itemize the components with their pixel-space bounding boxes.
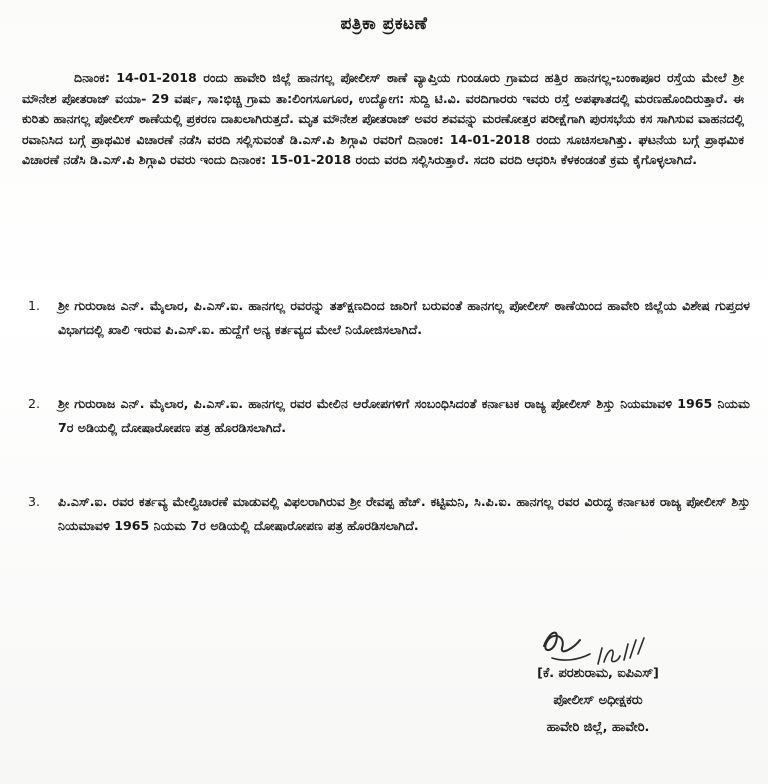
officer-designation: ಪೋಲೀಸ್ ಅಧೀಕ್ಷಕರು	[553, 693, 643, 708]
list-item	[28, 490, 750, 538]
list-item-text: ಶ್ರೀ ಗುರುರಾಜ ಎನ್. ಮೈಲಾರ, ಪಿ.ಎಸ್.ಐ. ಹಾನಗಲ್ಲ ರವರನ್ನು ತತ್‌ಕ್ಷಣದಿಂದ ಜಾರಿಗೆ ಬರುವಂತೆ ಹಾನಗಲ್ಲ ಪೋಲೀಸ್ ಠಾಣೆಯಿಂದ ಹಾವೇರಿ ಜಿಲ್ಲೆಯ ವಿಶೇಷ ಗುಪ್ತದಳ ವಿಭಾಗದಲ್ಲಿ ಖಾಲಿ ಇರುವ ಪಿ.ಎಸ್.ಐ. ಹುದ್ದೆಗೆ ಅನ್ಯ ಕರ್ತವ್ಯದ ಮೇಲೆ ನಿಯೋಜಿಸಲಾಗಿದೆ.	[58, 298, 750, 337]
page-title: ಪತ್ರಿಕಾ ಪ್ರಕಟಣೆ	[340, 14, 428, 34]
signature-block	[478, 660, 718, 741]
list-item	[28, 392, 750, 440]
officer-office: ಹಾವೇರಿ ಜಿಲ್ಲೆ, ಹಾವೇರಿ.	[546, 720, 650, 735]
list-item-text: ಶ್ರೀ ಗುರುರಾಜ ಎನ್. ಮೈಲಾರ, ಪಿ.ಎಸ್.ಐ. ಹಾನಗಲ್ಲ ರವರ ಮೇಲಿನ ಆರೋಪಗಳಿಗೆ ಸಂಬಂಧಿಸಿದಂತೆ ಕರ್ನಾಟಕ ರಾಜ್ಯ ಪೋಲೀಸ್ ಶಿಸ್ತು ನಿಯಮಾವಳಿ 1965 ನಿಯಮ 7ರ ಅಡಿಯಲ್ಲಿ ದೋಷಾರೋಪಣ ಪತ್ರ ಹೊರಡಿಸಲಾಗಿದೆ.	[58, 396, 750, 435]
list-item	[28, 294, 750, 342]
body-paragraph: ದಿನಾಂಕ: 14-01-2018 ರಂದು ಹಾವೇರಿ ಜಿಲ್ಲೆ ಹಾನಗಲ್ಲ ಪೋಲೀಸ್ ಠಾಣೆ ವ್ಯಾಪ್ತಿಯ ಗುಂಡೂರು ಗ್ರಾಮದ ಹತ್ತಿರ ಹಾನಗಲ್ಲ-ಬಂಕಾಪೂರ ರಸ್ತೆಯ ಮೇಲೆ ಶ್ರೀ ಮೌನೇಶ ಪೋತರಾಜ್ ವಯಾ- 29 ವರ್ಷ, ಸಾ:ಭಿಚ್ಚಿ ಗ್ರಾಮ ತಾ:ಲಿಂಗಸೂಗೂರ, ಉದ್ಯೋಗ: ಸುದ್ದಿ ಟಿ.ವಿ. ವರದಿಗಾರರು ಇವರು ರಸ್ತೆ ಅಪಘಾತದಲ್ಲಿ ಮರಣಹೊಂದಿರುತ್ತಾರೆ. ಈ ಕುರಿತು ಹಾನಗಲ್ಲ ಪೋಲೀಸ್ ಠಾಣೆಯಲ್ಲಿ ಪ್ರಕರಣ ದಾಖಲಾಗಿರುತ್ತದೆ. ಮೃತ ಮೌನೇಶ ಪೋತರಾಜ್ ಅವರ ಶವವನ್ನು ಮರಣೋತ್ತರ ಪರೀಕ್ಷೆಗಾಗಿ ಪುರಸಭೆಯ ಕಸ ಸಾಗಿಸುವ ವಾಹನದಲ್ಲಿ ರವಾನಿಸಿದ ಬಗ್ಗೆ ಪ್ರಾಥಮಿಕ ವಿಚಾರಣೆ ನಡೆಸಿ ವರದಿ ಸಲ್ಲಿಸುವಂತೆ ಡಿ.ಎಸ್.ಪಿ ಶಿಗ್ಗಾವಿ ರವರಿಗೆ ದಿನಾಂಕ: 14-01-2018 ರಂದು ಸೂಚಿಸಲಾಗಿತ್ತು. ಘಟನೆಯ ಬಗ್ಗೆ ಪ್ರಾಥಮಿಕ ವಿಚಾರಣೆ ನಡೆಸಿ ಡಿ.ಎಸ್.ಪಿ ಶಿಗ್ಗಾವಿ ರವರು ಇಂದು ದಿನಾಂಕ: 15-01-2018 ರಂದು ವರದಿ ಸಲ್ಲಿಸಿರುತ್ತಾರೆ. ಸದರಿ ವರದಿ ಆಧರಿಸಿ ಕೆಳಕಂಡಂತೆ ಕ್ರಮ ಕೈಗೊಳ್ಳಲಾಗಿದೆ.	[22, 70, 744, 168]
list-item-text: ಪಿ.ಎಸ್.ಐ. ರವರ ಕರ್ತವ್ಯ ಮೇಲ್ವಿಚಾರಣೆ ಮಾಡುವಲ್ಲಿ ವಿಫಲರಾಗಿರುವ ಶ್ರೀ ರೇವಪ್ಪ ಹೆಚ್. ಕಟ್ಟಿಮನಿ, ಸಿ.ಪಿ.ಐ. ಹಾನಗಲ್ಲ ರವರ ವಿರುದ್ಧ ಕರ್ನಾಟಕ ರಾಜ್ಯ ಪೋಲೀಸ್ ಶಿಸ್ತು ನಿಯಮಾವಳಿ 1965 ನಿಯಮ 7ರ ಅಡಿಯಲ್ಲಿ ದೋಷಾರೋಪಣ ಪತ್ರ ಹೊರಡಿಸಲಾಗಿದೆ.	[58, 494, 750, 533]
officer-name: [ಕೆ. ಪರಶುರಾಮ, ಐಪಿಎಸ್]	[537, 666, 659, 681]
list-item-number: 3.	[28, 494, 41, 509]
list-item-number: 2.	[28, 396, 41, 411]
list-item-number: 1.	[28, 298, 41, 313]
